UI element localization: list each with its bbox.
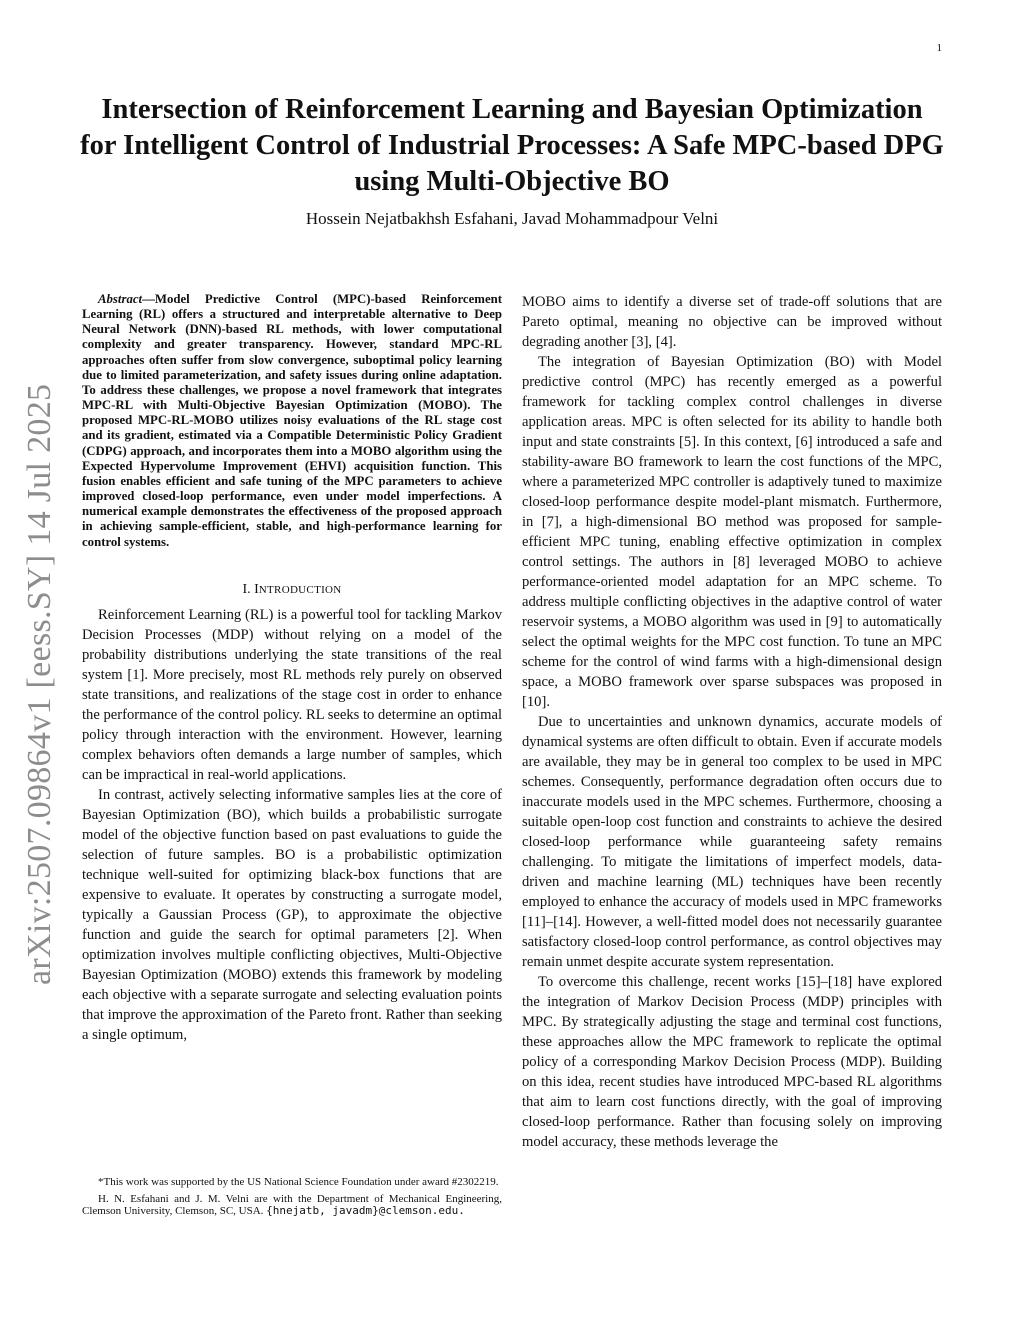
section-title-initial: I: [254, 581, 259, 597]
abstract-dash: —: [142, 292, 155, 306]
left-column: [82, 292, 502, 1045]
page-number: 1: [936, 42, 942, 54]
paper-title: Intersection of Reinforcement Learning and Bayesian Optimization for Intelligent Control of Industrial Processes: A Safe MPC-based DPG using Multi-Objective BO: [80, 94, 944, 197]
affiliation-footnote: [82, 1193, 502, 1218]
body-paragraph: Due to uncertainties and unknown dynamics, accurate models of dynamical systems are often difficult to obtain. Even if accurate models are available, they may be in general too complex to be used in MPC schemes. Consequently, performance degradation often occurs due to inaccurate models used in the MPC schemes. Furthermore, choosing a suitable open-loop cost function and constraints to achieve the desired closed-loop performance while guaranteeing safety remains challenging. To mitigate the limitations of imperfect models, data-driven and machine learning (ML) techniques have been recently employed to enhance the accuracy of models used in MPC frameworks [11]–[14]. However, a well-fitted model does not necessarily guarantee satisfactory closed-loop control performance, as control objectives may remain unmet despite accurate system representation.: [522, 714, 942, 970]
abstract: [82, 292, 502, 550]
footnotes: [82, 1176, 502, 1222]
abstract-label: Abstract: [98, 292, 143, 306]
body-paragraph: In contrast, actively selecting informative samples lies at the core of Bayesian Optimization (BO), which builds a probabilistic surrogate model of the objective function based on past evaluations to guide the selection of future samples. BO is a probabilistic optimization technique well-suited for optimizing black-box functions that are expensive to evaluate. It operates by constructing a surrogate model, typically a Gaussian Process (GP), to approximate the objective function and guide the search for optimal parameters [2]. When optimization involves multiple conflicting objectives, Multi-Objective Bayesian Optimization (MOBO) extends this framework by modeling each objective with a separate surrogate and selecting evaluation points that improve the approximation of the Pareto front. Rather than seeking a single optimum,: [82, 786, 502, 1043]
abstract-text: Model Predictive Control (MPC)-based Reinforcement Learning (RL) offers a structured and interpretable alternative to Deep Neural Network (DNN)-based RL methods, with lower computational complexity and greater transparency. However, standard MPC-RL approaches often suffer from slow convergence, suboptimal policy learning due to limited parameterization, and safety issues during online adaptation. To address these challenges, we propose a novel framework that integrates MPC-RL with Multi-Objective Bayesian Optimization (MOBO). The proposed MPC-RL-MOBO utilizes noisy evaluations of the RL stage cost and its gradient, estimated via a Compatible Deterministic Policy Gradient (CDPG) approach, and incorporates them into a MOBO algorithm using the Expected Hypervolume Improvement (EHVI) acquisition function. This fusion enables efficient and safe tuning of the MPC parameters to achieve improved closed-loop performance, even under model imperfections. A numerical example demonstrates the effectiveness of the proposed approach in achieving sample-efficient, stable, and high-performance learning for control systems.: [82, 292, 502, 549]
body-paragraph: Reinforcement Learning (RL) is a powerful tool for tackling Markov Decision Processes (MDP) without relying on a model of the probability distributions underlying the state transitions of the real system [1]. More precisely, most RL methods rely purely on observed state transitions, and realizations of the stage cost in order to enhance the performance of the control policy. RL seeks to determine an optimal policy through interaction with the environment. However, learning complex behaviors often demands a large number of samples, which can be impractical in real-world applications.: [82, 606, 502, 783]
body-paragraph-continued: MOBO aims to identify a diverse set of trade-off solutions that are Pareto optimal, meaning no objective can be improved without degrading another [3], [4].: [522, 294, 942, 350]
body-paragraph: The integration of Bayesian Optimization (BO) with Model predictive control (MPC) has recently emerged as a powerful framework for tackling complex control challenges in diverse application areas. MPC is often selected for its ability to handle both input and state constraints [5]. In this context, [6] introduced a safe and stability-aware BO framework to learn the cost functions of the MPC, where a parameterized MPC controller is adaptively tuned to maximize closed-loop performance despite model-plant mismatch. Furthermore, in [7], a high-dimensional BO method was proposed for sample-efficient MPC tuning, enabling effective optimization in complex control settings. The authors in [8] leveraged MOBO to achieve performance-oriented model adaptation for an MPC scheme. To address multiple conflicting objectives in the adaptive control of water reservoir systems, a MOBO algorithm was used in [9] to automatically select the optimal weights for the MPC cost function. To tune an MPC scheme for the control of wind farms with a high-dimensional design space, a MOBO framework over sparse subspaces was proposed in [10].: [522, 354, 942, 710]
arxiv-identifier-stamp: arXiv:2507.09864v1 [eess.SY] 14 Jul 2025: [21, 383, 58, 985]
section-heading-introduction: [82, 581, 502, 599]
affiliation-text: H. N. Esfahani and J. M. Velni are with the Department of Mechanical Engineering, Clemson University, Clemson, SC, USA.: [82, 1192, 502, 1217]
body-paragraph: To overcome this challenge, recent works [15]–[18] have explored the integration of Markov Decision Process (MDP) principles with MPC. By strategically adjusting the stage and terminal cost functions, these approaches allow the MPC framework to replicate the optimal policy of a corresponding Markov Decision Process (MDP). Building on this idea, recent studies have introduced MPC-based RL algorithms that aim to learn cost functions directly, with the goal of improving closed-loop performance. Rather than focusing solely on improving model accuracy, these methods leverage the: [522, 974, 942, 1150]
section-title-rest: NTRODUCTION: [258, 583, 342, 596]
author-emails: {hnejatb, javadm}@clemson.edu.: [266, 1204, 465, 1217]
funding-footnote: *This work was supported by the US National Science Foundation under award #2302219.: [98, 1176, 499, 1188]
section-numeral: I.: [242, 581, 255, 597]
author-list: Hossein Nejatbakhsh Esfahani, Javad Mohammadpour Velni: [305, 209, 719, 228]
right-column: [522, 292, 942, 1152]
